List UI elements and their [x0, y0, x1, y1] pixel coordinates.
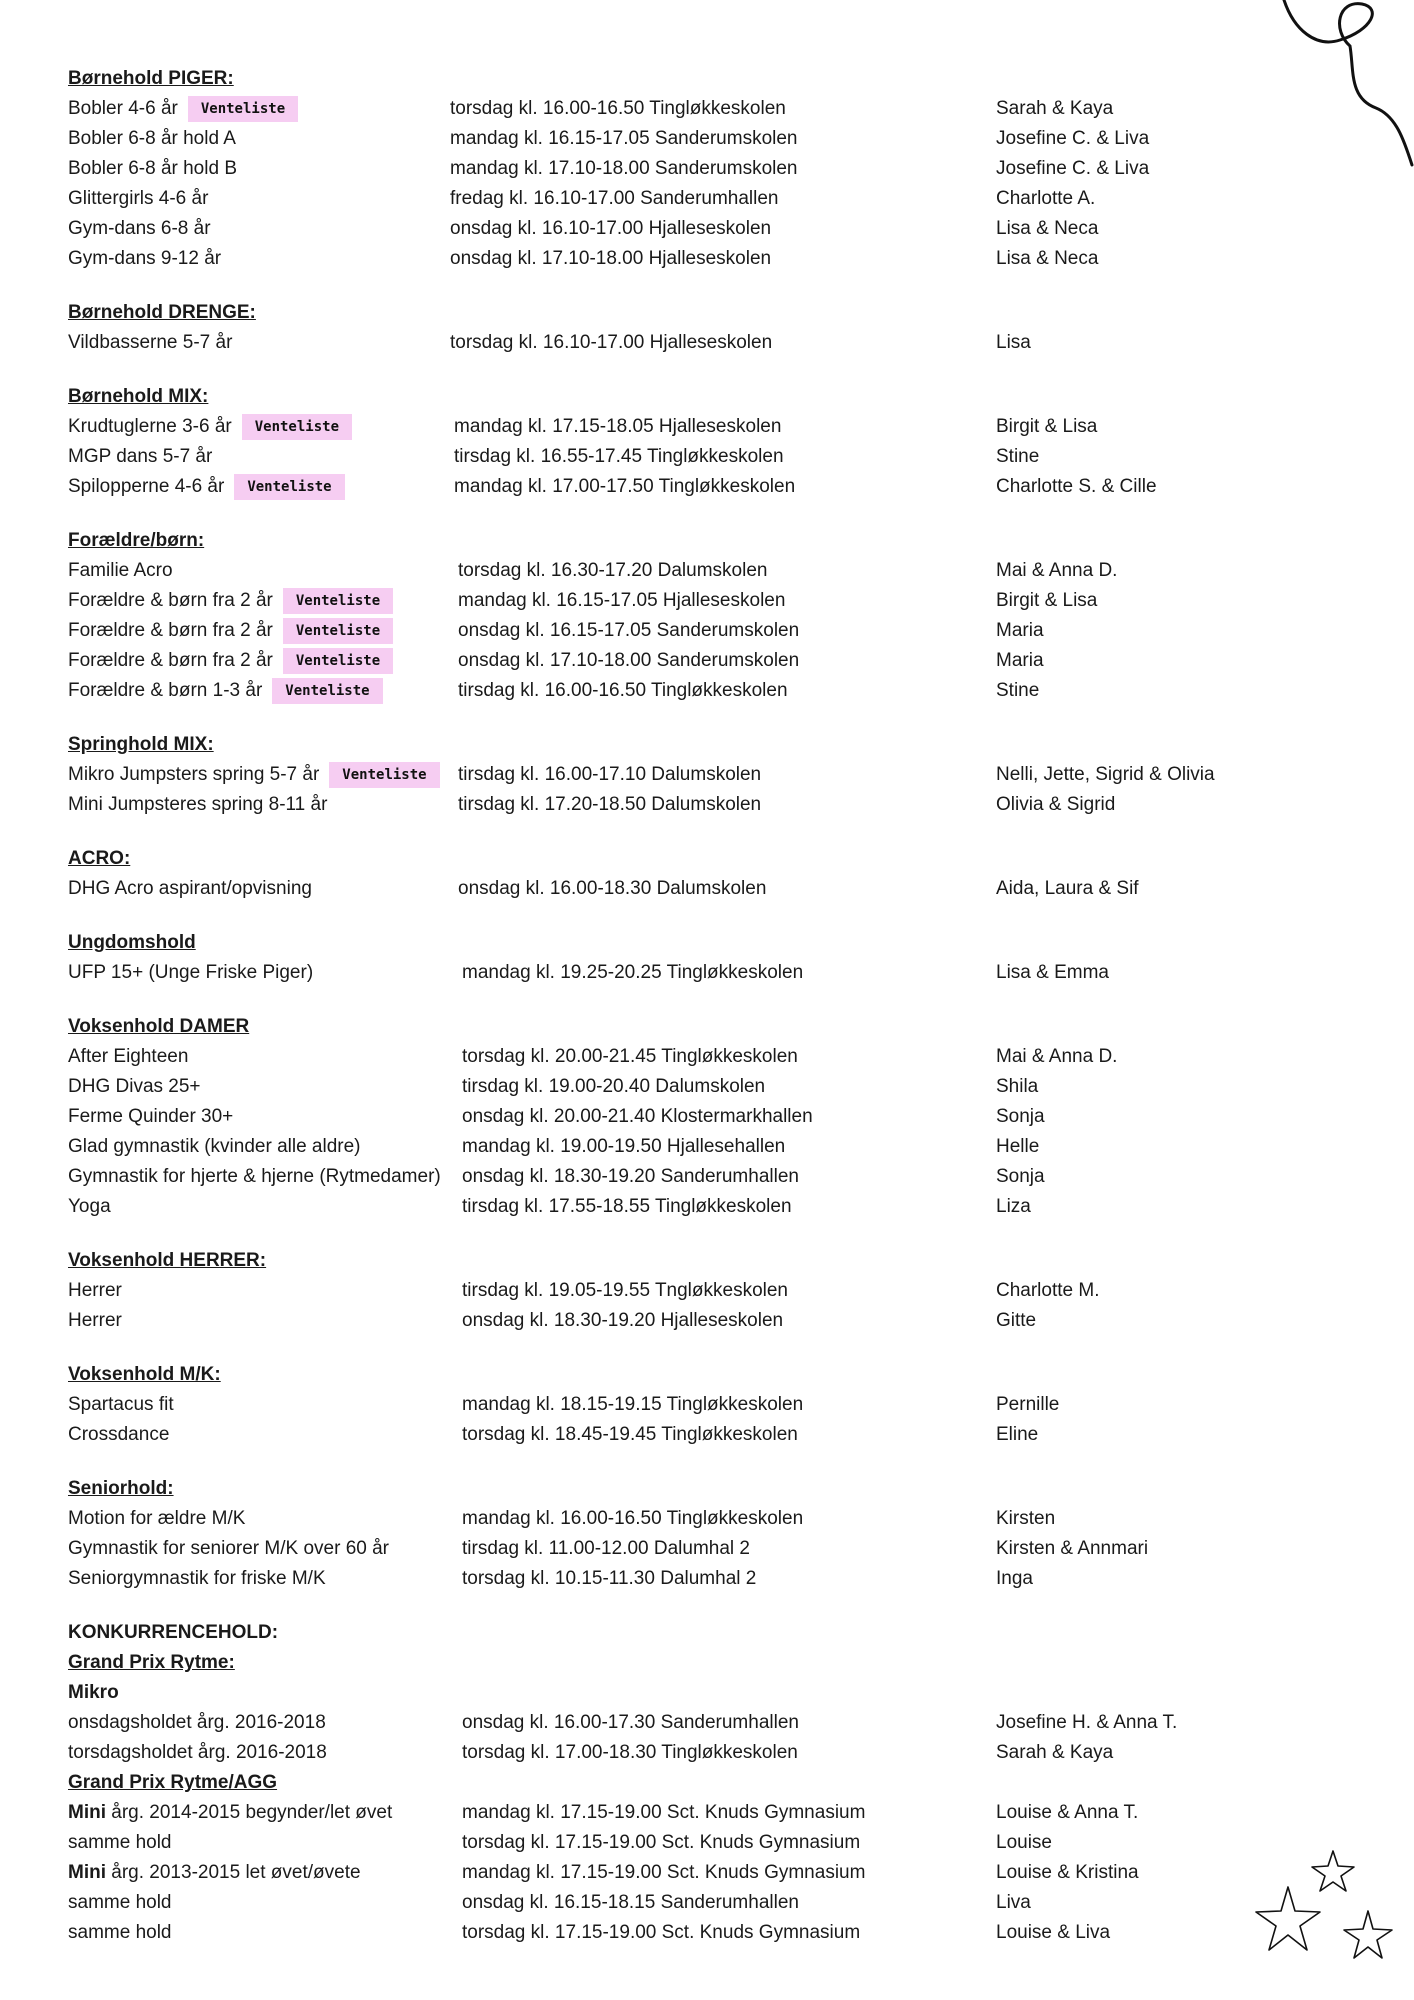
- class-level: Mini: [68, 1862, 106, 1883]
- section-heading: Voksenhold HERRER:: [68, 1250, 267, 1271]
- class-trainer: Sarah & Kaya: [996, 1742, 1114, 1763]
- class-row: [68, 646, 1388, 676]
- competition-subheading: Grand Prix Rytme/AGG: [68, 1772, 278, 1793]
- class-row: [68, 328, 1388, 358]
- class-trainer: Lisa & Emma: [996, 962, 1109, 983]
- class-time: onsdag kl. 20.00-21.40 Klostermarkhallen: [462, 1106, 813, 1127]
- class-row: [68, 1162, 1388, 1192]
- class-time: fredag kl. 16.10-17.00 Sanderumhallen: [450, 188, 779, 209]
- class-row: [68, 184, 1388, 214]
- class-trainer: Kirsten & Annmari: [996, 1538, 1149, 1559]
- class-trainer: Sonja: [996, 1106, 1045, 1127]
- class-name: Forældre & børn 1-3 år: [68, 680, 263, 701]
- class-name-cell: [68, 1738, 327, 1768]
- class-trainer: Mai & Anna D.: [996, 1046, 1118, 1067]
- class-time: mandag kl. 17.15-19.00 Sct. Knuds Gymnasium: [462, 1802, 866, 1823]
- class-name-cell: [68, 874, 312, 904]
- class-name: årg. 2014-2015 begynder/let øvet: [106, 1802, 393, 1823]
- class-row: [68, 1072, 1388, 1102]
- class-name: Gymnastik for hjerte & hjerne (Rytmedamer): [68, 1166, 441, 1187]
- class-name-cell: [68, 646, 393, 676]
- class-time: torsdag kl. 16.00-16.50 Tingløkkeskolen: [450, 98, 786, 119]
- class-row: [68, 1888, 1388, 1918]
- class-trainer: Charlotte S. & Cille: [996, 476, 1157, 497]
- class-name-cell: [68, 1042, 188, 1072]
- class-row: [68, 244, 1388, 274]
- section-heading: Voksenhold DAMER: [68, 1016, 250, 1037]
- class-name-cell: [68, 1534, 389, 1564]
- class-name-cell: [68, 1798, 392, 1828]
- class-name: Mini Jumpsteres spring 8-11 år: [68, 794, 328, 815]
- class-time: tirsdag kl. 19.05-19.55 Tngløkkeskolen: [462, 1280, 788, 1301]
- waitlist-badge: Venteliste: [272, 678, 382, 704]
- class-row: [68, 442, 1388, 472]
- section-heading: Springhold MIX:: [68, 734, 214, 755]
- class-name-cell: [68, 958, 313, 988]
- schedule-section: [68, 1360, 1388, 1450]
- class-trainer: Sarah & Kaya: [996, 98, 1114, 119]
- schedule-section: [68, 1474, 1388, 1594]
- class-time: onsdag kl. 16.15-17.05 Sanderumskolen: [458, 620, 800, 641]
- schedule-list: [68, 64, 1388, 1948]
- class-time: mandag kl. 17.10-18.00 Sanderumskolen: [450, 158, 798, 179]
- section-heading: Børnehold MIX:: [68, 386, 209, 407]
- schedule-section: [68, 928, 1388, 988]
- class-trainer: Josefine H. & Anna T.: [996, 1712, 1178, 1733]
- class-trainer: Liva: [996, 1892, 1031, 1913]
- class-name-cell: [68, 328, 232, 358]
- class-time: tirsdag kl. 16.00-17.10 Dalumskolen: [458, 764, 762, 785]
- class-name: Herrer: [68, 1310, 122, 1331]
- class-trainer: Kirsten: [996, 1508, 1056, 1529]
- class-trainer: Helle: [996, 1136, 1040, 1157]
- class-time: torsdag kl. 18.45-19.45 Tingløkkeskolen: [462, 1424, 798, 1445]
- class-name-cell: [68, 1858, 361, 1888]
- class-name: Krudtuglerne 3-6 år: [68, 416, 232, 437]
- class-time: mandag kl. 19.25-20.25 Tingløkkeskolen: [462, 962, 804, 983]
- class-row: [68, 1828, 1388, 1858]
- class-time: mandag kl. 16.15-17.05 Hjalleseskolen: [458, 590, 786, 611]
- class-name-cell: [68, 676, 383, 706]
- class-time: torsdag kl. 10.15-11.30 Dalumhal 2: [462, 1568, 757, 1589]
- class-row: [68, 1102, 1388, 1132]
- schedule-section: [68, 382, 1388, 502]
- waitlist-badge: Venteliste: [242, 414, 352, 440]
- class-trainer: Mai & Anna D.: [996, 560, 1118, 581]
- class-name: Gymnastik for seniorer M/K over 60 år: [68, 1538, 389, 1559]
- class-trainer: Louise & Anna T.: [996, 1802, 1139, 1823]
- class-time: tirsdag kl. 16.55-17.45 Tingløkkeskolen: [454, 446, 784, 467]
- class-name-cell: [68, 1564, 326, 1594]
- class-trainer: Birgit & Lisa: [996, 590, 1098, 611]
- schedule-section: [68, 844, 1388, 904]
- class-trainer: Stine: [996, 446, 1040, 467]
- class-row: [68, 1390, 1388, 1420]
- class-row: [68, 1042, 1388, 1072]
- class-trainer: Maria: [996, 620, 1044, 641]
- competition-title: KONKURRENCEHOLD:: [68, 1622, 279, 1643]
- class-row: [68, 1798, 1388, 1828]
- class-row: [68, 1306, 1388, 1336]
- class-time: mandag kl. 16.00-16.50 Tingløkkeskolen: [462, 1508, 804, 1529]
- class-name: Bobler 6-8 år hold B: [68, 158, 237, 179]
- class-time: mandag kl. 17.15-18.05 Hjalleseskolen: [454, 416, 782, 437]
- class-row: [68, 124, 1388, 154]
- class-row: [68, 1132, 1388, 1162]
- class-trainer: Charlotte M.: [996, 1280, 1100, 1301]
- class-name: Ferme Quinder 30+: [68, 1106, 234, 1127]
- class-name: samme hold: [68, 1922, 172, 1943]
- class-name-cell: [68, 1132, 361, 1162]
- section-heading: ACRO:: [68, 848, 131, 869]
- class-name: Gym-dans 9-12 år: [68, 248, 222, 269]
- class-name-cell: [68, 1276, 122, 1306]
- class-name-cell: [68, 556, 173, 586]
- class-row: [68, 874, 1388, 904]
- class-row: [68, 958, 1388, 988]
- class-row: [68, 790, 1388, 820]
- class-time: onsdag kl. 18.30-19.20 Hjalleseskolen: [462, 1310, 784, 1331]
- class-name-cell: [68, 1306, 122, 1336]
- class-name: Seniorgymnastik for friske M/K: [68, 1568, 326, 1589]
- class-trainer: Sonja: [996, 1166, 1045, 1187]
- class-time: torsdag kl. 16.30-17.20 Dalumskolen: [458, 560, 768, 581]
- class-time: torsdag kl. 20.00-21.45 Tingløkkeskolen: [462, 1046, 798, 1067]
- schedule-section: [68, 64, 1388, 274]
- waitlist-badge: Venteliste: [283, 588, 393, 614]
- class-name-cell: [68, 184, 208, 214]
- class-name-cell: [68, 124, 236, 154]
- class-trainer: Gitte: [996, 1310, 1037, 1331]
- schedule-section: [68, 1012, 1388, 1222]
- class-time: mandag kl. 17.15-19.00 Sct. Knuds Gymnasium: [462, 1862, 866, 1883]
- class-name: samme hold: [68, 1832, 172, 1853]
- class-name-cell: [68, 1102, 233, 1132]
- class-time: onsdag kl. 16.00-17.30 Sanderumhallen: [462, 1712, 799, 1733]
- class-time: tirsdag kl. 11.00-12.00 Dalumhal 2: [462, 1538, 750, 1559]
- class-time: torsdag kl. 17.15-19.00 Sct. Knuds Gymnasium: [462, 1922, 861, 1943]
- schedule-section: [68, 526, 1388, 706]
- class-row: [68, 760, 1388, 790]
- class-row: [68, 1420, 1388, 1450]
- class-row: [68, 1738, 1388, 1768]
- class-name: Yoga: [68, 1196, 111, 1217]
- class-name-cell: [68, 1504, 245, 1534]
- class-time: onsdag kl. 17.10-18.00 Sanderumskolen: [458, 650, 800, 671]
- class-time: onsdag kl. 16.15-18.15 Sanderumhallen: [462, 1892, 799, 1913]
- waitlist-badge: Venteliste: [188, 96, 298, 122]
- section-heading: Seniorhold:: [68, 1478, 174, 1499]
- class-name: Familie Acro: [68, 560, 173, 581]
- class-trainer: Nelli, Jette, Sigrid & Olivia: [996, 764, 1215, 785]
- class-trainer: Pernille: [996, 1394, 1060, 1415]
- class-name: MGP dans 5-7 år: [68, 446, 213, 467]
- class-trainer: Louise: [996, 1832, 1052, 1853]
- class-time: mandag kl. 17.00-17.50 Tingløkkeskolen: [454, 476, 796, 497]
- class-trainer: Charlotte A.: [996, 188, 1096, 209]
- class-time: mandag kl. 18.15-19.15 Tingløkkeskolen: [462, 1394, 804, 1415]
- class-name: Motion for ældre M/K: [68, 1508, 246, 1529]
- class-row: [68, 1504, 1388, 1534]
- class-trainer: Louise & Kristina: [996, 1862, 1139, 1883]
- class-trainer: Lisa & Neca: [996, 248, 1099, 269]
- class-name: årg. 2013-2015 let øvet/øvete: [106, 1862, 361, 1883]
- class-trainer: Birgit & Lisa: [996, 416, 1098, 437]
- class-time: torsdag kl. 17.15-19.00 Sct. Knuds Gymnasium: [462, 1832, 861, 1853]
- class-name: Spartacus fit: [68, 1394, 174, 1415]
- class-name: torsdagsholdet årg. 2016-2018: [68, 1742, 327, 1763]
- class-row: [68, 1192, 1388, 1222]
- schedule-section: [68, 1246, 1388, 1336]
- class-trainer: Aida, Laura & Sif: [996, 878, 1139, 899]
- class-row: [68, 154, 1388, 184]
- class-name: Glad gymnastik (kvinder alle aldre): [68, 1136, 361, 1157]
- class-name: Mikro Jumpsters spring 5-7 år: [68, 764, 320, 785]
- class-name-cell: [68, 1390, 174, 1420]
- class-time: tirsdag kl. 16.00-16.50 Tingløkkeskolen: [458, 680, 788, 701]
- class-name: UFP 15+ (Unge Friske Piger): [68, 962, 314, 983]
- class-row: [68, 1918, 1388, 1948]
- class-name-cell: [68, 760, 440, 790]
- section-heading: Ungdomshold: [68, 932, 196, 953]
- class-time: tirsdag kl. 17.20-18.50 Dalumskolen: [458, 794, 762, 815]
- class-name-cell: [68, 412, 352, 442]
- competition-subheading: Grand Prix Rytme:: [68, 1652, 235, 1673]
- class-time: torsdag kl. 17.00-18.30 Tingløkkeskolen: [462, 1742, 798, 1763]
- class-name: DHG Divas 25+: [68, 1076, 201, 1097]
- class-name: onsdagsholdet årg. 2016-2018: [68, 1712, 326, 1733]
- class-row: [68, 586, 1388, 616]
- class-row: [68, 472, 1388, 502]
- class-row: [68, 1708, 1388, 1738]
- class-name-cell: [68, 616, 393, 646]
- class-time: torsdag kl. 16.10-17.00 Hjalleseskolen: [450, 332, 773, 353]
- waitlist-badge: Venteliste: [283, 648, 393, 674]
- class-name: Forældre & børn fra 2 år: [68, 590, 273, 611]
- waitlist-badge: Venteliste: [329, 762, 439, 788]
- class-name-cell: [68, 790, 327, 820]
- competition-group: Mikro: [68, 1682, 119, 1703]
- competition-section: [68, 1618, 1388, 1948]
- class-trainer: Inga: [996, 1568, 1033, 1589]
- class-name: Herrer: [68, 1280, 122, 1301]
- class-name-cell: [68, 586, 393, 616]
- class-trainer: Liza: [996, 1196, 1031, 1217]
- class-name: Vildbasserne 5-7 år: [68, 332, 233, 353]
- class-time: tirsdag kl. 19.00-20.40 Dalumskolen: [462, 1076, 766, 1097]
- class-row: [68, 412, 1388, 442]
- class-name: samme hold: [68, 1892, 172, 1913]
- class-name-cell: [68, 442, 212, 472]
- class-row: [68, 556, 1388, 586]
- class-name-cell: [68, 1888, 172, 1918]
- class-name-cell: [68, 1072, 201, 1102]
- class-row: [68, 616, 1388, 646]
- class-row: [68, 94, 1388, 124]
- class-row: [68, 1858, 1388, 1888]
- class-name-cell: [68, 1828, 172, 1858]
- class-name: Spilopperne 4-6 år: [68, 476, 225, 497]
- section-heading: Forældre/børn:: [68, 530, 205, 551]
- schedule-section: [68, 298, 1388, 358]
- section-heading: Voksenhold M/K:: [68, 1364, 221, 1385]
- schedule-section: [68, 730, 1388, 820]
- class-row: [68, 1534, 1388, 1564]
- class-name: Gym-dans 6-8 år: [68, 218, 211, 239]
- waitlist-badge: Venteliste: [283, 618, 393, 644]
- class-trainer: Josefine C. & Liva: [996, 128, 1150, 149]
- class-trainer: Josefine C. & Liva: [996, 158, 1150, 179]
- class-name: Crossdance: [68, 1424, 170, 1445]
- class-name: Forældre & børn fra 2 år: [68, 620, 273, 641]
- section-heading: Børnehold DRENGE:: [68, 302, 256, 323]
- class-row: [68, 676, 1388, 706]
- class-trainer: Lisa: [996, 332, 1031, 353]
- section-heading: Børnehold PIGER:: [68, 68, 234, 89]
- class-time: onsdag kl. 18.30-19.20 Sanderumhallen: [462, 1166, 799, 1187]
- class-trainer: Stine: [996, 680, 1040, 701]
- class-name-cell: [68, 1708, 326, 1738]
- class-time: onsdag kl. 16.10-17.00 Hjalleseskolen: [450, 218, 772, 239]
- class-trainer: Eline: [996, 1424, 1039, 1445]
- class-name: DHG Acro aspirant/opvisning: [68, 878, 312, 899]
- class-level: Mini: [68, 1802, 106, 1823]
- class-time: tirsdag kl. 17.55-18.55 Tingløkkeskolen: [462, 1196, 792, 1217]
- class-name-cell: [68, 214, 211, 244]
- class-name-cell: [68, 154, 237, 184]
- waitlist-badge: Venteliste: [234, 474, 344, 500]
- class-trainer: Olivia & Sigrid: [996, 794, 1116, 815]
- class-name: Glittergirls 4-6 år: [68, 188, 209, 209]
- class-row: [68, 1564, 1388, 1594]
- class-name-cell: [68, 1192, 111, 1222]
- class-name-cell: [68, 94, 298, 124]
- class-name: Bobler 4-6 år: [68, 98, 178, 119]
- class-name-cell: [68, 244, 221, 274]
- class-name-cell: [68, 1918, 172, 1948]
- class-trainer: Maria: [996, 650, 1044, 671]
- class-name-cell: [68, 472, 345, 502]
- class-trainer: Shila: [996, 1076, 1039, 1097]
- class-row: [68, 214, 1388, 244]
- class-time: onsdag kl. 17.10-18.00 Hjalleseskolen: [450, 248, 772, 269]
- class-name: Bobler 6-8 år hold A: [68, 128, 236, 149]
- class-trainer: Lisa & Neca: [996, 218, 1099, 239]
- class-name-cell: [68, 1162, 441, 1192]
- class-row: [68, 1276, 1388, 1306]
- class-time: mandag kl. 19.00-19.50 Hjallesehallen: [462, 1136, 786, 1157]
- class-name: Forældre & børn fra 2 år: [68, 650, 273, 671]
- class-name: After Eighteen: [68, 1046, 189, 1067]
- class-name-cell: [68, 1420, 169, 1450]
- class-time: onsdag kl. 16.00-18.30 Dalumskolen: [458, 878, 767, 899]
- class-time: mandag kl. 16.15-17.05 Sanderumskolen: [450, 128, 798, 149]
- class-trainer: Louise & Liva: [996, 1922, 1111, 1943]
